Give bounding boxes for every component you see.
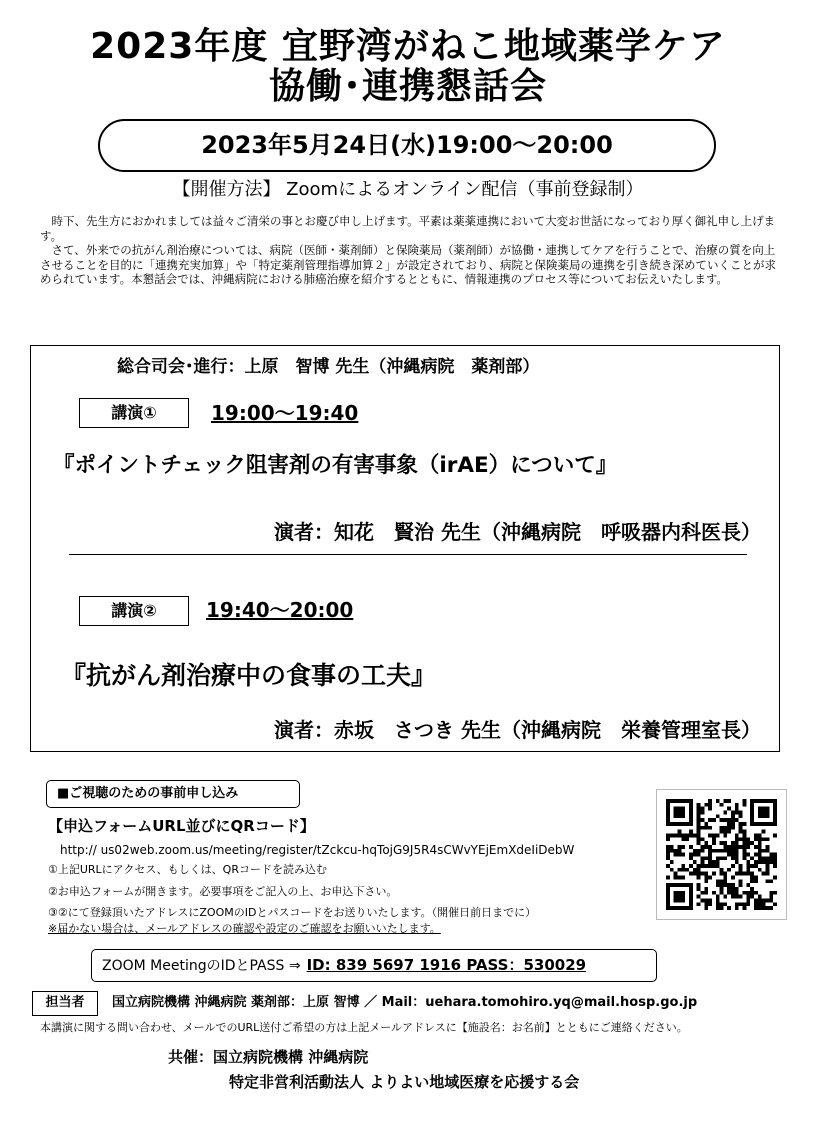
sponsor-line-1: 共催：国立病院機構 沖縄病院	[168, 1048, 369, 1066]
zoom-credentials	[91, 949, 657, 982]
inquiry-text: 本講演に関する問い合わせ、メールでのURL送付ご希望の方は上記メールアドレスに【施設名：お名前】とともにご連絡ください。	[40, 1021, 688, 1034]
registration-label: ■ご視聴のための事前申し込み	[46, 780, 300, 808]
registration-url-link[interactable]: http:// us02web.zoom.us/meeting/register/tZckcu-hqTojG9J5R4sCWvYEjEmXdeIiDebW	[60, 843, 575, 857]
lecture1-title: 『ポイントチェック阻害剤の有害事象（irAE）について』	[53, 453, 618, 478]
contact-info: 国立病院機構 沖縄病院 薬剤部：上原 智博 ／ Mail：uehara.tomohiro.yq@mail.hosp.go.jp	[112, 995, 698, 1010]
registration-step-1: ①上記URLにアクセス、もしくは、QRコードを読み込む	[48, 863, 327, 876]
qr-code-graphic	[666, 799, 777, 910]
event-method: 【開催方法】 Zoomによるオンライン配信（事前登録制）	[172, 179, 644, 200]
page-subtitle: 協働･連携懇話会	[268, 66, 547, 107]
lecture2-speaker: 演者：赤坂 さつき 先生（沖縄病院 栄養管理室長）	[274, 718, 761, 742]
program-box	[30, 345, 780, 752]
divider	[69, 554, 747, 555]
qr-code-icon[interactable]	[656, 789, 787, 920]
registration-heading: 【申込フォームURL並びにQRコード】	[48, 817, 315, 835]
registration-step-3: ③②にて登録頂いたアドレスにZOOMのIDとパスコードをお送りいたします。（開催日前日までに）	[48, 906, 537, 919]
zoom-id-pass: ID: 839 5697 1916 PASS：530029	[306, 956, 587, 974]
intro-paragraph-2: さて、外来での抗がん剤治療については、病院（医師・薬剤師）と保険薬局（薬剤師）が協働・連携してケアを行うことで、治療の質を向上させることを目的に「連携充実加算」や「特定薬剤管理指導加算２」が設定されており、病院と保険薬局の連携を引き続き深めていくことが求められています。本懇話会では、沖縄病院における肺癌治療を紹介するとともに、情報連携のプロセス等についてお伝えいたします。	[40, 243, 776, 286]
intro-text	[40, 214, 780, 287]
lecture1-time: 19:00～19:40	[211, 401, 359, 425]
zoom-label: ZOOM MeetingのIDとPASS ⇒	[102, 958, 301, 974]
registration-step-2: ②お申込フォームが開きます。必要事項をご記入の上、お申込下さい。	[48, 885, 398, 898]
lecture1-speaker: 演者：知花 賢治 先生（沖縄病院 呼吸器内科医長）	[274, 520, 761, 544]
event-datetime: 2023年5月24日(水)19:00～20:00	[98, 119, 716, 172]
moderator: 総合司会･進行：上原 智博 先生（沖縄病院 薬剤部）	[117, 357, 540, 377]
page-title: 2023年度 宜野湾がねこ地域薬学ケア	[90, 26, 726, 67]
sponsor-line-2: 特定非営利活動法人 よりよい地域医療を応援する会	[229, 1073, 580, 1091]
lecture2-tag: 講演②	[79, 596, 189, 626]
lecture2-title: 『抗がん剤治療中の食事の工夫』	[61, 661, 437, 690]
registration-note: ※届かない場合は、メールアドレスの確認や設定のご確認をお願いいたします。	[48, 922, 441, 935]
intro-paragraph-1: 時下、先生方におかれましては益々ご清栄の事とお慶び申し上げます。平素は薬薬連携において大変お世話になっており厚く御礼申し上げます。	[40, 214, 776, 243]
contact-tag: 担当者	[32, 991, 98, 1016]
lecture2-time: 19:40～20:00	[206, 598, 354, 622]
lecture1-tag: 講演①	[79, 398, 189, 428]
